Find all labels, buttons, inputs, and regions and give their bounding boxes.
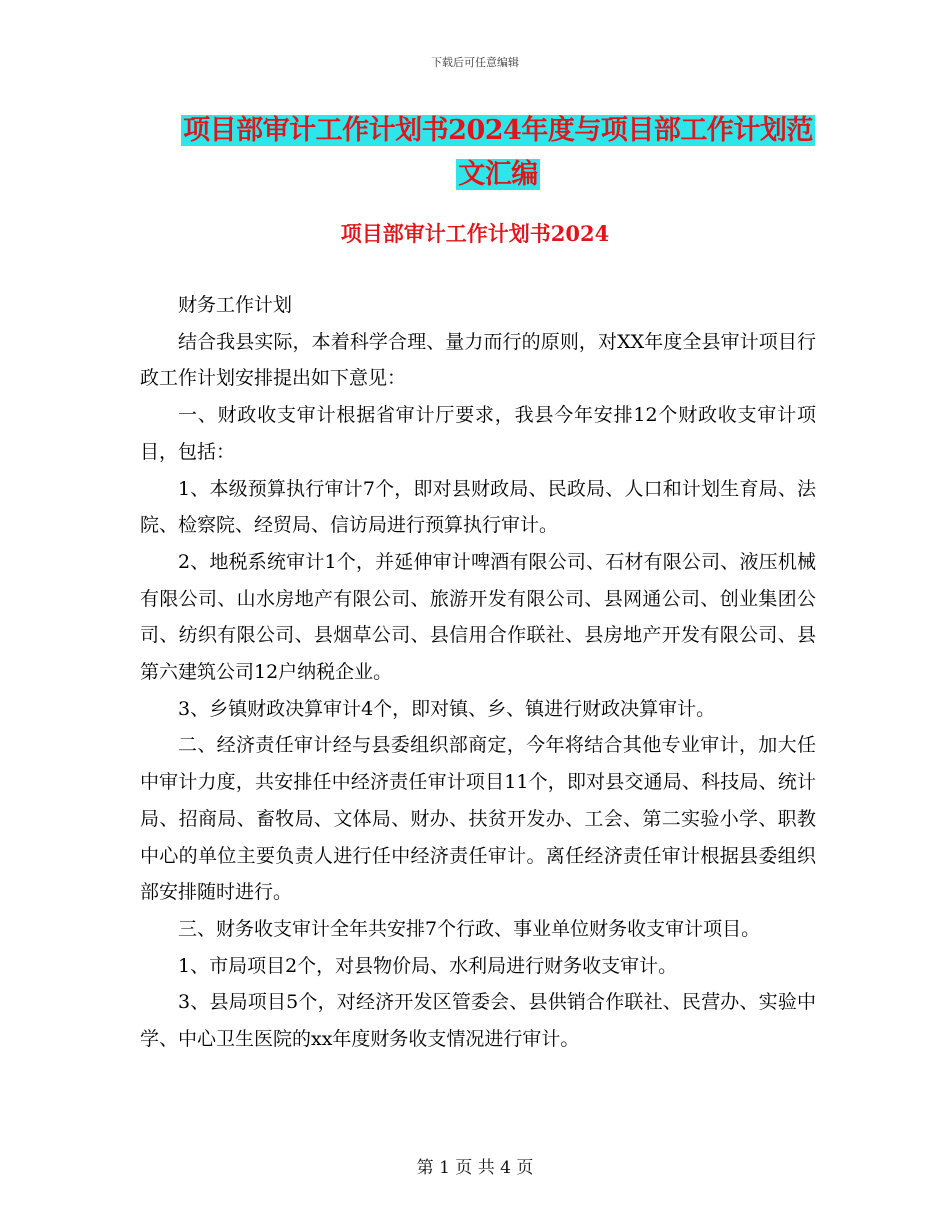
paragraph: 二、经济责任审计经与县委组织部商定，今年将结合其他专业审计，加大任中审计力度，共安排任中经济责任审计项目11个，即对县交通局、科技局、统计局、招商局、畜牧局、文体局、财办、扶贫开发办、工会、第二实验小学、职教中心的单位主要负责人进行任中经济责任审计。离任经济责任审计根据县委组织部安排随时进行。 — [140, 734, 816, 904]
paragraph: 3、县局项目5个，对经济开发区管委会、县供销合作联社、民营办、实验中学、中心卫生医院的xx年度财务收支情况进行审计。 — [140, 991, 816, 1051]
paragraph: 结合我县实际，本着科学合理、量力而行的原则，对XX年度全县审计项目行政工作计划安排提出如下意见： — [140, 330, 816, 390]
document-body — [140, 287, 816, 1058]
document-title-line-1: 项目部审计工作计划书2024年度与项目部工作计划范 — [183, 115, 813, 146]
document-title-line-2: 文汇编 — [458, 159, 538, 190]
paragraph: 一、财政收支审计根据省审计厅要求，我县今年安排12个财政收支审计项目，包括： — [140, 404, 816, 463]
paragraph: 财务工作计划 — [178, 294, 293, 316]
document-title — [140, 109, 856, 197]
paragraph: 三、财务收支审计全年共安排7个行政、事业单位财务收支审计项目。 — [178, 917, 761, 940]
page-number: 第 1 页 共 4 页 — [416, 1158, 534, 1178]
paragraph: 2、地税系统审计1个，并延伸审计啤酒有限公司、石材有限公司、液压机械有限公司、山水房地产有限公司、旅游开发有限公司、县网通公司、创业集团公司、纺织有限公司、县烟草公司、县信用合作联社、县房地产开发有限公司、县第六建筑公司12户纳税企业。 — [140, 550, 816, 684]
header-note: 下载后可任意编辑 — [431, 56, 519, 69]
paragraph: 1、本级预算执行审计7个，即对县财政局、民政局、人口和计划生育局、法院、检察院、经贸局、信访局进行预算执行审计。 — [140, 477, 816, 537]
section-title: 项目部审计工作计划书2024 — [340, 221, 610, 246]
paragraph: 1、市局项目2个，对县物价局、水利局进行财务收支审计。 — [178, 954, 678, 977]
paragraph: 3、乡镇财政决算审计4个，即对镇、乡、镇进行财政决算审计。 — [178, 697, 716, 720]
